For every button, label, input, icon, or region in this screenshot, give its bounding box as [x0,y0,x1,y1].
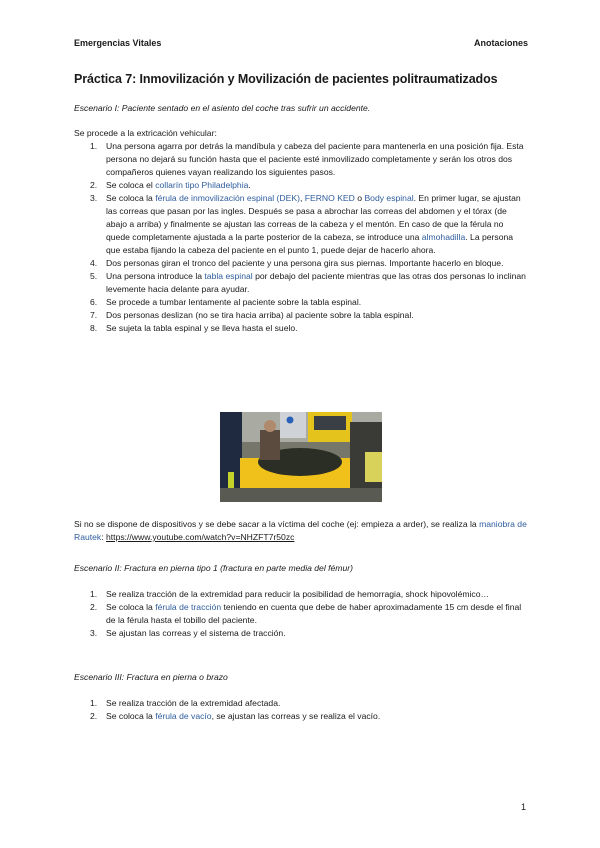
inline-link[interactable]: tabla espinal [204,271,253,281]
list-item [74,270,528,296]
scenario-3-steps [74,697,528,723]
list-item [74,601,528,627]
list-item [74,309,528,322]
list-number: 3. [90,193,98,203]
list-text: . En primer lugar, se ajustan las correas que pasan por las ingles. Después se pasa a abrochar las correas del abdomen y el tórax (de abajo a arriba) y finalmente se ajustan las correas de la cabeza y el mentón. En caso de que la férula no quede completamente ajustada a la parte posterior de la cabeza, se introduce una [106,193,521,242]
list-text: . [248,180,251,190]
inline-link[interactable]: férula de inmovilización espinal (DEK) [155,193,300,203]
inline-link[interactable]: collarín tipo Philadelphia [155,180,249,190]
rescue-photo [220,412,382,502]
list-number: 1. [90,141,98,151]
rautek-link[interactable]: maniobra de Rautek [74,519,527,542]
list-text: Se coloca la [106,193,156,203]
scenario-2-heading: Escenario II: Fractura en pierna tipo 1 (fractura en parte media del fémur) [74,563,353,573]
list-number: 3. [90,628,98,638]
scenario-1-intro: Se procede a la extricación vehicular: [74,128,217,138]
list-item [74,710,528,723]
list-item [74,697,528,710]
list-text: Se realiza tracción de la extremidad para reducir la posibilidad de hemorragia, shock hipovolémico… [106,589,490,599]
rautek-colon: : [101,532,107,542]
scenario-3 [74,672,528,723]
scenario-1-steps [74,140,528,335]
list-item [74,257,528,270]
list-text: Se realiza tracción de la extremidad afectada. [106,698,281,708]
page-number: 1 [520,802,526,812]
list-number: 1. [90,698,98,708]
list-text: Dos personas giran el tronco del paciente y una persona gira sus piernas. Importante hacerlo en bloque. [106,258,504,268]
list-item [74,322,528,335]
list-text: por debajo del paciente mientras que las otras dos personas lo inclinan levemente hacia delante para ayudar. [106,271,526,294]
inline-link[interactable]: FERNO KED [304,193,355,203]
list-number: 2. [90,602,98,612]
list-number: 5. [90,271,98,281]
list-text: Una persona agarra por detrás la mandíbula y cabeza del paciente para mantenerla en una posición fija. Esta persona no dejará su función hasta que el paciente esté inmovilizado completamente y serán los otros dos compañeros quienes vayan realizando los siguientes pasos. [106,141,524,177]
list-item [74,179,528,192]
list-item [74,192,528,257]
list-text: . La persona que estaba fijando la cabeza del paciente en el punto 1, puede dejar de hacerlo ahora. [106,232,514,255]
list-text: , [299,193,305,203]
list-text: Se procede a tumbar lentamente al paciente sobre la tabla espinal. [106,297,362,307]
list-text: Se coloca el [106,180,156,190]
list-text: o [354,193,365,203]
rautek-paragraph [74,518,528,544]
list-item [74,627,528,640]
list-number: 8. [90,323,98,333]
list-text: Se coloca la [106,711,156,721]
scenario-3-heading: Escenario III: Fractura en pierna o brazo [74,672,228,682]
list-text: Dos personas deslizan (no se tira hacia arriba) al paciente sobre la tabla espinal. [106,310,414,320]
scenario-1 [74,103,528,335]
list-text: Se coloca la [106,602,156,612]
rautek-url[interactable]: https://www.youtube.com/watch?v=NHZFT7r50zc [106,532,295,542]
inline-link[interactable]: férula de tracción [155,602,222,612]
rautek-text: Si no se dispone de dispositivos y se debe sacar a la víctima del coche (ej: empieza a arder), se realiza la [74,519,480,529]
list-text: Una persona introduce la [106,271,205,281]
list-number: 2. [90,180,98,190]
list-number: 6. [90,297,98,307]
list-number: 2. [90,711,98,721]
list-text: Se ajustan las correas y el sistema de tracción. [106,628,286,638]
rescue-photo-image [220,412,382,502]
list-number: 4. [90,258,98,268]
header-right: Anotaciones [473,38,528,48]
page-header [74,38,528,48]
scenario-2-steps [74,588,528,640]
list-number: 1. [90,589,98,599]
list-number: 7. [90,310,98,320]
list-text: teniendo en cuenta que debe de haber aproximadamente 15 cm desde el final de la férula hasta el tobillo del paciente. [106,602,522,625]
scenario-2 [74,563,528,640]
page-title: Práctica 7: Inmovilización y Movilización de pacientes politraumatizados [74,72,498,86]
list-text: , se ajustan las correas y se realiza el vacío. [211,711,381,721]
inline-link[interactable]: férula de vacío [155,711,212,721]
list-item [74,588,528,601]
inline-link[interactable]: Body espinal [364,193,414,203]
list-text: Se sujeta la tabla espinal y se lleva hasta el suelo. [106,323,298,333]
header-left: Emergencias Vitales [74,38,162,48]
list-item [74,140,528,179]
inline-link[interactable]: almohadilla [421,232,466,242]
scenario-1-heading: Escenario I: Paciente sentado en el asiento del coche tras sufrir un accidente. [74,103,371,113]
list-item [74,296,528,309]
